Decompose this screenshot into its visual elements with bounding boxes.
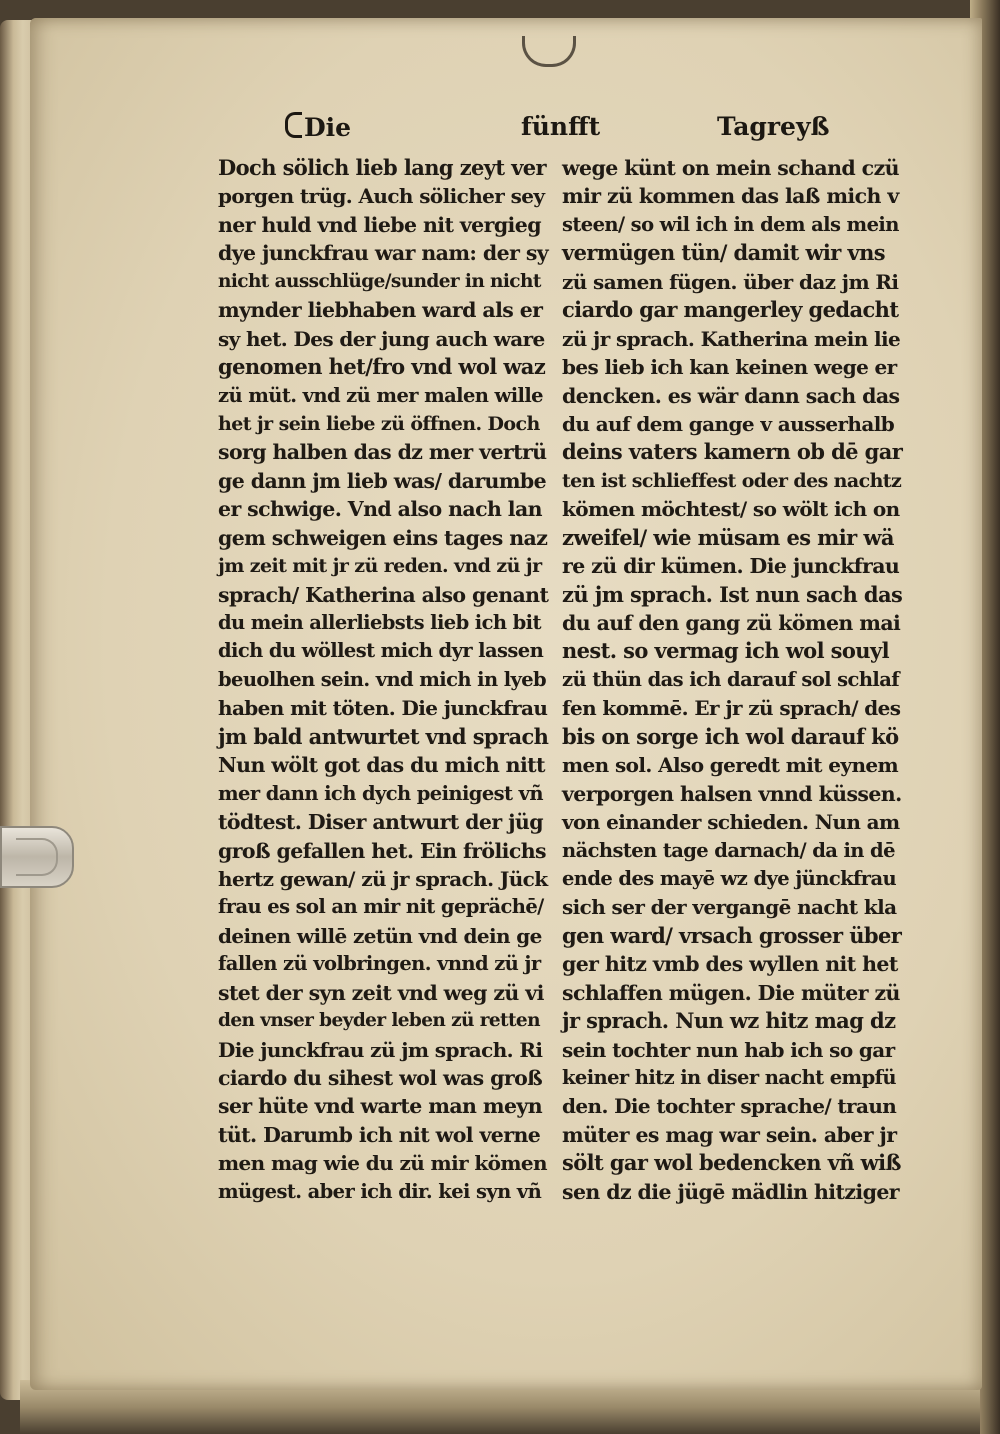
- text-line: kömen möchtest/ so wölt ich on: [562, 497, 900, 522]
- text-line: Die junckfrau zü jm sprach. Ri: [218, 1037, 543, 1062]
- text-line: ge dann jm lieb was/ darumbe: [218, 468, 547, 493]
- text-line: groß gefallen het. Ein frölichs: [218, 838, 546, 863]
- text-line: jm zeit mit jr zü reden. vnd zü jr: [218, 555, 542, 578]
- text-line: deinen willē zetün vnd dein ge: [218, 923, 542, 948]
- text-line: hertz gewan/ zü jr sprach. Jück: [218, 866, 548, 891]
- text-line: zü müt. vnd zü mer malen wille: [218, 383, 543, 407]
- text-line: mir zü kommen das laß mich v: [562, 184, 899, 209]
- text-column-left: [218, 154, 548, 1206]
- text-line: sölt gar wol bedencken vñ wiß: [562, 1150, 901, 1176]
- text-line: ten ist schlieffest oder des nachtz: [562, 469, 902, 492]
- text-line: schlaffen mügen. Die müter zü: [562, 980, 900, 1005]
- text-line: verporgen halsen vnnd küssen.: [562, 781, 902, 806]
- text-line: frau es sol an mir nit geprächē/: [218, 895, 544, 919]
- text-line: ciardo du sihest wol was groß: [218, 1066, 543, 1090]
- text-line: jr sprach. Nun wz hitz mag dz: [562, 1008, 896, 1034]
- text-line: zweifel/ wie müsam es mir wä: [562, 524, 894, 550]
- text-line: den vnser beyder leben zü retten: [218, 1010, 540, 1032]
- text-line: haben mit töten. Die junckfrau: [218, 696, 548, 721]
- header-middle: fünfft: [521, 112, 601, 141]
- text-line: sy het. Des der jung auch ware: [218, 326, 545, 351]
- text-line: bis on sorge ich wol darauf kö: [562, 723, 899, 749]
- text-line: beuolhen sein. vnd mich in lyeb: [218, 667, 547, 691]
- text-line: keiner hitz in diser nacht empfü: [562, 1066, 896, 1089]
- text-line: du auf den gang zü kömen mai: [562, 611, 901, 635]
- text-line: het jr sein liebe zü öffnen. Doch: [218, 412, 540, 435]
- text-line: sich ser der vergangē nacht kla: [562, 895, 897, 920]
- text-line: stet der syn zeit vnd weg zü vi: [218, 980, 544, 1005]
- text-line: wege künt on mein schand czü: [562, 156, 899, 180]
- header-left: Die: [285, 112, 351, 142]
- text-line: re zü dir kümen. Die junckfrau: [562, 554, 900, 579]
- text-line: fen kommē. Er jr zü sprach/ des: [562, 696, 901, 721]
- page-clip-loop: [16, 838, 58, 876]
- running-header: [285, 112, 845, 152]
- text-line: zü thün das ich darauf sol schlaf: [562, 667, 900, 691]
- text-line: du mein allerliebsts lieb ich bit: [218, 611, 541, 634]
- text-line: zü jm sprach. Ist nun sach das: [562, 581, 903, 607]
- text-line: Doch sölich lieb lang zeyt ver: [218, 155, 547, 180]
- text-line: sen dz die jügē mädlin hitziger: [562, 1179, 899, 1204]
- text-line: er schwige. Vnd also nach lan: [218, 497, 542, 522]
- text-line: gen ward/ vrsach grosser über: [562, 922, 902, 948]
- text-line: zü jr sprach. Katherina mein lie: [562, 326, 901, 351]
- text-line: dye junckfrau war nam: der sy: [218, 241, 549, 266]
- text-line: müter es mag war sein. aber jr: [562, 1122, 897, 1147]
- text-line: von einander schieden. Nun am: [562, 810, 900, 835]
- text-line: ger hitz vmb des wyllen nit het: [562, 952, 898, 977]
- text-line: fallen zü volbringen. vnnd zü jr: [218, 952, 541, 976]
- text-line: men mag wie du zü mir kömen: [218, 1151, 547, 1176]
- text-line: dich du wöllest mich dyr lassen: [218, 639, 544, 663]
- text-line: ser hüte vnd warte man meyn: [218, 1094, 543, 1119]
- text-line: zü samen fügen. über daz jm Ri: [562, 269, 899, 294]
- text-line: sein tochter nun hab ich so gar: [562, 1037, 895, 1062]
- text-line: nicht ausschlüge/sunder in nicht: [218, 270, 541, 292]
- text-line: tödtest. Diser antwurt der jüg: [218, 810, 543, 835]
- text-line: nächsten tage darnach/ da in dē: [562, 838, 895, 862]
- header-right: Tagreyß: [717, 112, 830, 141]
- text-column-right: [562, 154, 902, 1206]
- text-line: tüt. Darumb ich nit wol verne: [218, 1122, 541, 1147]
- text-line: vermügen tün/ damit wir vns: [562, 240, 885, 266]
- text-line: dencken. es wär dann sach das: [562, 383, 900, 408]
- text-line: sorg halben das dz mer vertrü: [218, 440, 547, 465]
- text-line: deins vaters kamern ob dē gar: [562, 439, 903, 465]
- text-line: steen/ so wil ich in dem als mein: [562, 212, 899, 236]
- text-line: sprach/ Katherina also genant: [218, 582, 549, 607]
- text-line: du auf dem gange v ausserhalb: [562, 411, 895, 436]
- text-line: porgen trüg. Auch sölicher sey: [218, 184, 545, 209]
- binding-ring: [522, 36, 576, 67]
- text-line: ner huld vnd liebe nit vergieg: [218, 212, 541, 237]
- text-line: ciardo gar mangerley gedacht: [562, 297, 899, 323]
- text-line: genomen het/fro vnd wol waz: [218, 354, 546, 380]
- text-line: ende des mayē wz dye jünckfrau: [562, 866, 897, 890]
- text-line: Nun wölt got das du mich nitt: [218, 753, 545, 778]
- text-line: den. Die tochter sprache/ traun: [562, 1094, 897, 1119]
- text-line: gem schweigen eins tages naz: [218, 525, 548, 550]
- text-line: bes lieb ich kan keinen wege er: [562, 355, 897, 380]
- text-line: nest. so vermag ich wol souyl: [562, 638, 889, 664]
- text-line: mynder liebhaben ward als er: [218, 298, 543, 323]
- text-line: mügest. aber ich dir. kei syn vñ: [218, 1179, 542, 1203]
- text-line: jm bald antwurtet vnd sprach: [218, 723, 549, 749]
- text-line: men sol. Also geredt mit eynem: [562, 753, 899, 778]
- page-clip: [0, 826, 74, 888]
- text-line: mer dann ich dych peinigest vñ: [218, 781, 543, 805]
